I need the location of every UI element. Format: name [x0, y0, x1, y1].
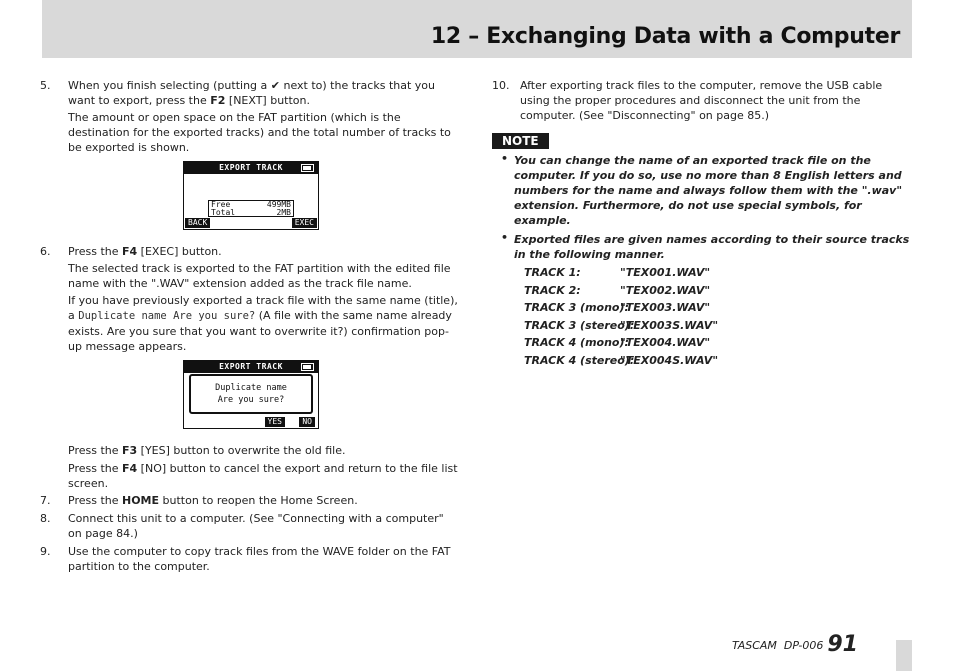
track-row: TRACK 4 (mono): "TEX004.WAV" — [524, 336, 711, 349]
battery-icon — [301, 164, 314, 172]
lcd-popup: Duplicate name Are you sure? — [189, 374, 313, 414]
bullet-icon: • — [501, 231, 509, 244]
lcd-duplicate-confirm-screen — [183, 360, 319, 429]
footer-brand: TASCAM DP-006 — [732, 639, 824, 652]
yes-instruction: Press the F3 [YES] button to overwrite the old file. — [68, 444, 346, 457]
lcd-export-track-screen — [183, 161, 319, 230]
lcd-title-bar: EXPORT TRACK — [184, 361, 318, 373]
track-row: TRACK 2: "TEX002.WAV" — [524, 283, 711, 297]
track-row: TRACK 3 (mono): "TEX003.WAV" — [524, 301, 711, 314]
step-9: 9. Use the computer to copy track files from the WAVE folder on the FAT partition to the computer. — [40, 545, 451, 573]
step-5: 5. When you finish selecting (putting a ✔ next to) the tracks that you want to export, press the F2 [NEXT] button. — [40, 79, 435, 107]
lcd-yes-button: YES — [265, 417, 285, 427]
step-5-detail: The amount or open space on the FAT partition (which is the destination for the exported tracks) and the total number of tracks to be exported is shown. — [68, 111, 451, 154]
note-label: NOTE — [492, 133, 549, 149]
lcd-no-button: NO — [299, 417, 315, 427]
header-bar — [42, 0, 912, 58]
step-6-detail: The selected track is exported to the FAT partition with the edited file name with the ".WAV" extension added as the track file name. — [68, 262, 451, 290]
track-row: TRACK 3 (stereo): "TEX003S.WAV" — [524, 318, 719, 332]
track-row: TRACK 4 (stereo): "TEX004S.WAV" — [524, 353, 719, 367]
note-item-naming: • Exported files are given names according to their source tracks in the following manner. — [501, 231, 910, 261]
page-title: 12 – Exchanging Data with a Computer — [430, 24, 900, 49]
bullet-icon: • — [501, 152, 509, 165]
track-name-table — [524, 264, 912, 369]
page-edge-tab — [896, 640, 912, 671]
step-10: 10. After exporting track files to the computer, remove the USB cable using the proper procedures and disconnect the unit from the computer. (See "Disconnecting" on page 85.) — [492, 79, 883, 122]
lcd-title-bar: EXPORT TRACK — [184, 162, 318, 174]
track-row: TRACK 1: "TEX001.WAV" — [524, 266, 711, 279]
right-column — [492, 78, 912, 369]
lcd-info-box: Free 499MB Total 2MB — [208, 200, 294, 217]
page-number: 91 — [827, 632, 858, 657]
step-6: 6. Press the F4 [EXEC] button. — [40, 245, 222, 258]
note-item-rename: • You can change the name of an exported track file on the computer. If you do so, use no more than 8 English letters and numbers for the name and always follow them with the ".wav" extension. Furthermore, do not use special symbols, for example. — [501, 152, 903, 227]
battery-icon — [301, 363, 314, 371]
step-6-duplicate-note: If you have previously exported a track file with the same name (title), a Duplicate name Are you sure? (A file with the same name already exists. Are you sure that you want to overwrite it?) confirmation pop-up message appears. — [68, 294, 458, 353]
lcd-back-button: BACK — [185, 218, 210, 228]
step-8: 8. Connect this unit to a computer. (See "Connecting with a computer" on page 84.) — [40, 512, 444, 540]
step-7: 7. Press the HOME button to reopen the Home Screen. — [40, 494, 358, 507]
no-instruction: Press the F4 [NO] button to cancel the export and return to the file list screen. — [68, 462, 458, 490]
left-column — [40, 78, 460, 576]
lcd-exec-button: EXEC — [292, 218, 317, 228]
page-footer — [732, 632, 858, 657]
check-icon: ✔ — [270, 79, 280, 92]
